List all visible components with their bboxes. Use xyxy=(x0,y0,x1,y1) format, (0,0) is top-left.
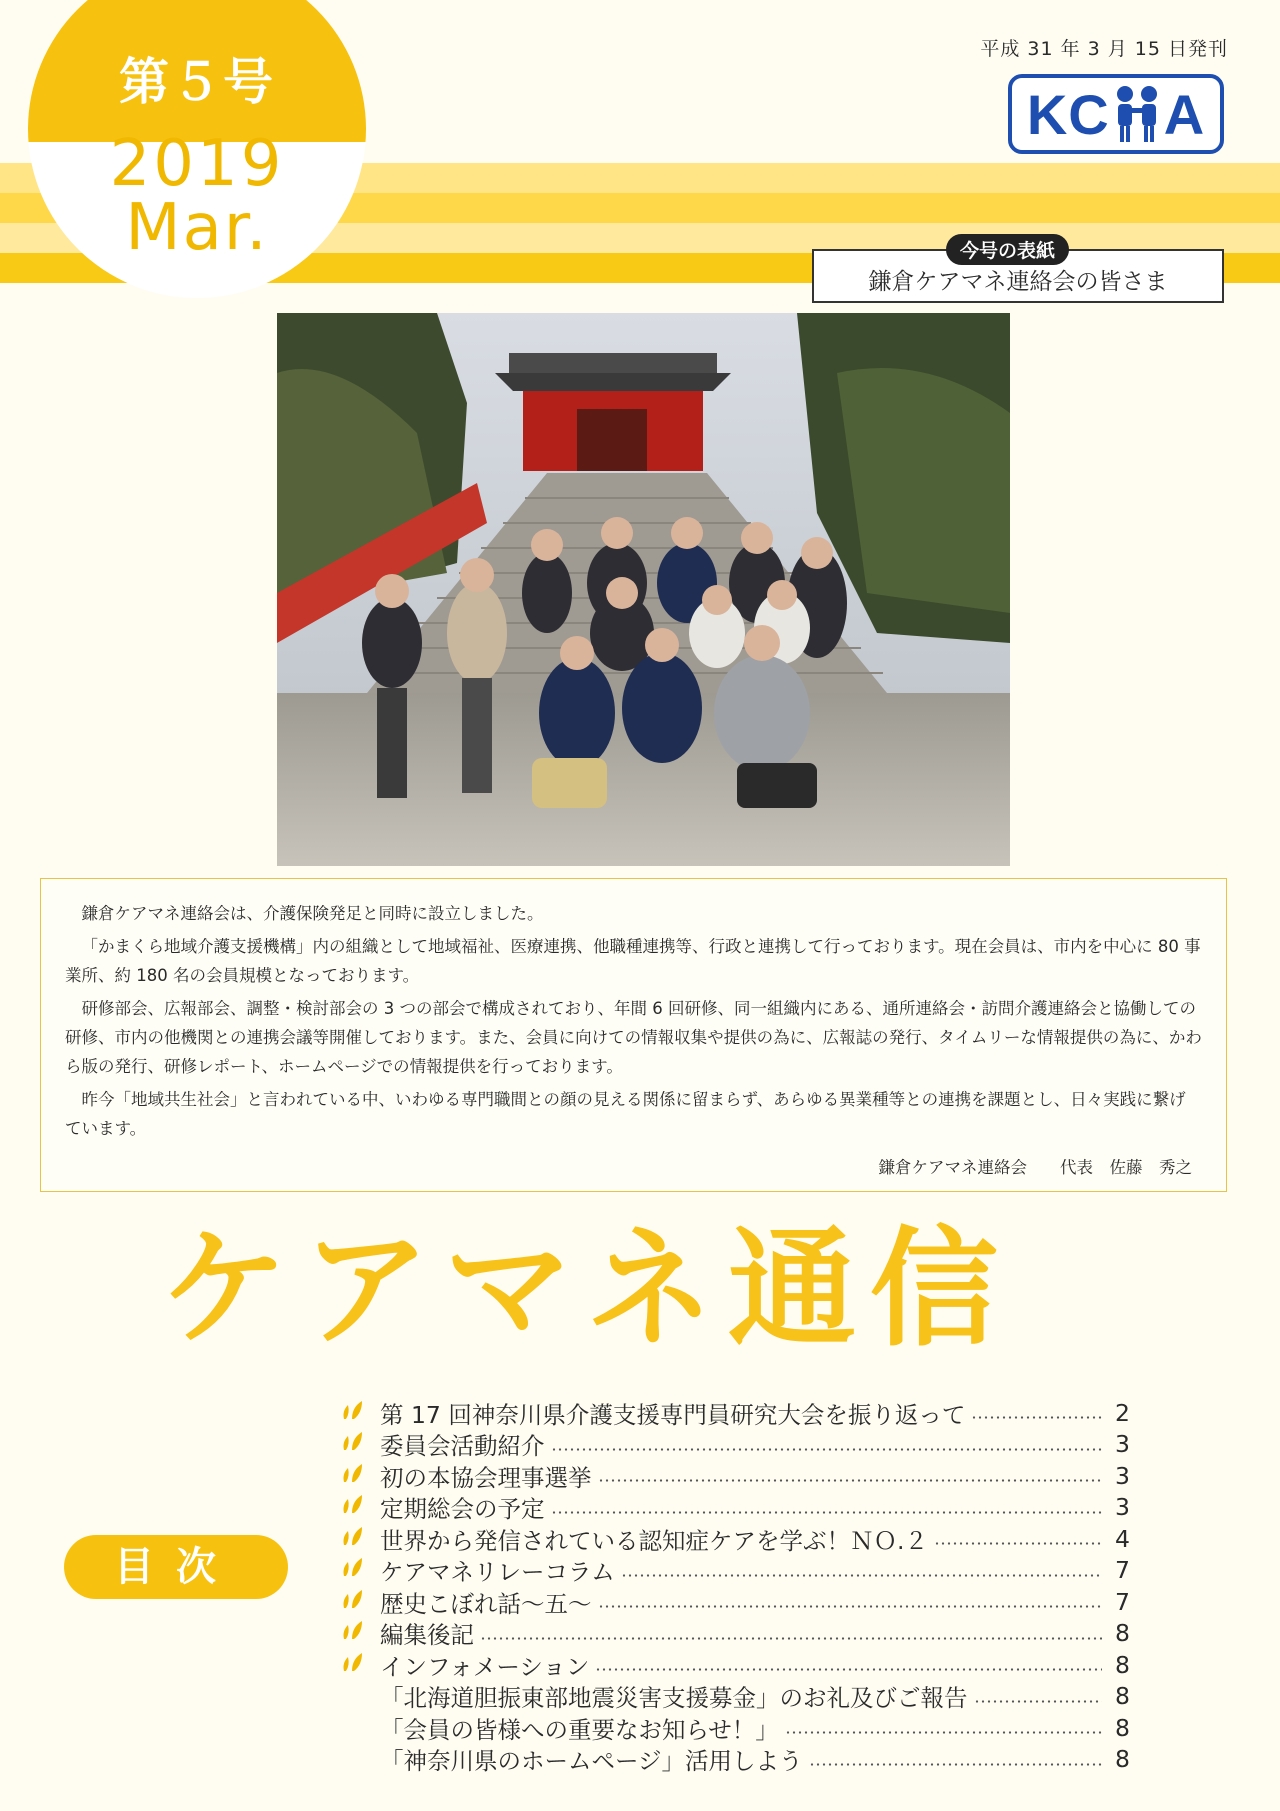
toc-item[interactable] xyxy=(340,1586,1130,1618)
toc-item-label: 歴史こぼれ話～五～ xyxy=(380,1589,592,1618)
intro-signature: 鎌倉ケアマネ連絡会 代表 佐藤 秀之 xyxy=(878,1158,1192,1177)
toc-item-page: 8 xyxy=(1115,1650,1130,1679)
toc-item-label: インフォメーション xyxy=(380,1652,590,1681)
toc-item-page: 8 xyxy=(1115,1682,1130,1711)
toc-leader xyxy=(598,1479,1103,1482)
sprout-icon xyxy=(340,1556,380,1584)
toc-item-page: 7 xyxy=(1115,1556,1130,1585)
sprout-icon xyxy=(340,1430,380,1458)
toc-item-label: 初の本協会理事選挙 xyxy=(380,1463,592,1492)
cover-photo xyxy=(277,313,1010,866)
toc-item-label: 「北海道胆振東部地震災害支援募金」のお礼及びご報告 xyxy=(380,1684,968,1713)
toc-item[interactable] xyxy=(340,1649,1130,1681)
toc-leader xyxy=(480,1637,1102,1640)
logo-text-right: A xyxy=(1163,82,1206,146)
sprout-icon xyxy=(340,1493,380,1521)
toc-item-label: 定期総会の予定 xyxy=(380,1495,545,1524)
toc-item-label: 編集後記 xyxy=(380,1621,474,1650)
toc-item-page: 7 xyxy=(1115,1587,1130,1616)
toc-item-label: 委員会活動紹介 xyxy=(380,1432,545,1461)
issue-year: 2019 xyxy=(109,127,285,201)
toc-item-label: 「神奈川県のホームページ」活用しよう xyxy=(380,1747,803,1776)
intro-paragraph: 研修部会、広報部会、調整・検討部会の 3 つの部会で構成されており、年間 6 回研修、同一組織内にある、通所連絡会・訪問介護連絡会と協働しての研修、市内の他機関との連携会議等開催しております。また、会員に向けての情報収集や提供の為に、広報誌の発行、タイムリーな情報提供の為に、かわら版の発行、研修レポート、ホームページでの情報提供を行っております。 xyxy=(65,999,1202,1076)
sprout-icon xyxy=(340,1619,380,1647)
toc-heading: 目次 xyxy=(64,1535,288,1599)
toc-item-page: 3 xyxy=(1115,1430,1130,1459)
toc-item-page: 3 xyxy=(1115,1461,1130,1490)
toc-item[interactable] xyxy=(340,1523,1130,1555)
table-of-contents xyxy=(340,1397,1130,1775)
toc-leader xyxy=(551,1511,1103,1514)
toc-item[interactable] xyxy=(340,1555,1130,1587)
toc-leader xyxy=(934,1542,1102,1545)
toc-item[interactable] xyxy=(340,1618,1130,1650)
toc-leader xyxy=(598,1605,1103,1608)
sprout-icon xyxy=(340,1651,380,1679)
toc-leader xyxy=(809,1763,1102,1766)
toc-leader xyxy=(595,1668,1102,1671)
logo-text-left: KC xyxy=(1026,82,1110,146)
toc-item-label: 世界から発信されている認知症ケアを学ぶ！ＮＯ.２ xyxy=(380,1526,928,1555)
publication-date: 平成 31 年 3 月 15 日発刊 xyxy=(980,38,1228,60)
people-icon xyxy=(1112,84,1162,144)
toc-item-page: 8 xyxy=(1115,1745,1130,1774)
intro-paragraph: 鎌倉ケアマネ連絡会は、介護保険発足と同時に設立しました。 xyxy=(81,904,544,923)
toc-item[interactable] xyxy=(340,1397,1130,1429)
toc-item-page: 8 xyxy=(1115,1619,1130,1648)
toc-leader xyxy=(621,1574,1102,1577)
intro-message xyxy=(40,878,1227,1192)
toc-leader xyxy=(551,1448,1103,1451)
toc-item[interactable] xyxy=(340,1460,1130,1492)
sprout-icon xyxy=(340,1525,380,1553)
sprout-icon xyxy=(340,1588,380,1616)
sprout-icon xyxy=(340,1399,380,1427)
issue-badge xyxy=(28,0,366,298)
sprout-icon xyxy=(340,1462,380,1490)
toc-item-page: 2 xyxy=(1115,1398,1130,1427)
cover-tag: 今号の表紙 xyxy=(946,234,1069,265)
kcma-logo xyxy=(1008,74,1224,154)
intro-paragraph: 「かまくら地域介護支援機構」内の組織として地域福祉、医療連携、他職種連携等、行政と連携して行っております。現在会員は、市内を中心に 80 事業所、約 180 名の会員規模となっております。 xyxy=(65,937,1201,985)
issue-number: 第５号 xyxy=(119,53,275,111)
toc-item-label: 「会員の皆様への重要なお知らせ！」 xyxy=(380,1715,779,1744)
toc-item-page: 3 xyxy=(1115,1493,1130,1522)
cover-caption: 鎌倉ケアマネ連絡会の皆さま xyxy=(868,269,1168,295)
toc-item[interactable] xyxy=(340,1429,1130,1461)
toc-item-page: 8 xyxy=(1115,1713,1130,1742)
intro-paragraph: 昨今「地域共生社会」と言われている中、いわゆる専門職間との顔の見える関係に留まらず、あらゆる異業種等との連携を課題とし、日々実践に繋げています。 xyxy=(65,1090,1186,1138)
toc-item-page: 4 xyxy=(1115,1524,1130,1553)
toc-leader xyxy=(974,1700,1103,1703)
issue-month: Mar. xyxy=(125,191,269,265)
toc-subitem[interactable] xyxy=(340,1744,1130,1776)
toc-item[interactable] xyxy=(340,1492,1130,1524)
newsletter-title: ケアマネ通信 xyxy=(160,1215,1013,1364)
toc-leader xyxy=(785,1731,1102,1734)
toc-subitem[interactable] xyxy=(340,1681,1130,1713)
toc-item-label: 第 17 回神奈川県介護支援専門員研究大会を振り返って xyxy=(380,1400,966,1429)
toc-leader xyxy=(971,1416,1102,1419)
toc-subitem[interactable] xyxy=(340,1712,1130,1744)
cover-caption-box xyxy=(812,240,1224,303)
toc-item-label: ケアマネリレーコラム xyxy=(380,1558,615,1587)
